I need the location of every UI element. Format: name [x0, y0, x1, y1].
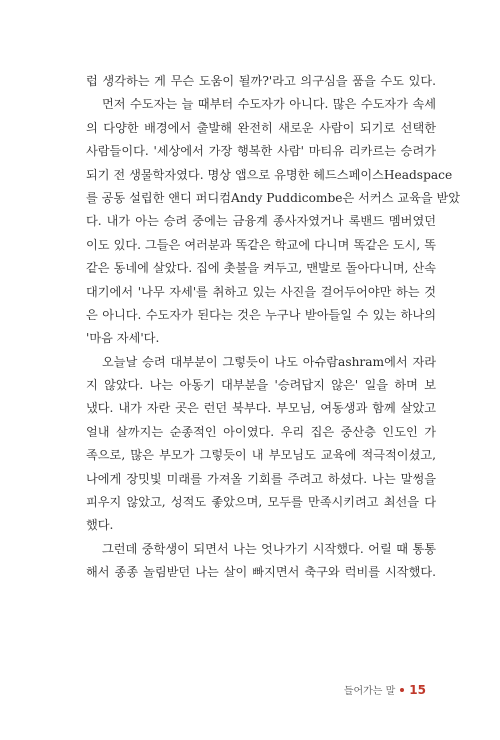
text-line: 그런데 중학생이 되면서 나는 엇나가기 시작했다. 어릴 때 통통: [102, 541, 436, 556]
text-line: 했다.: [86, 518, 114, 533]
text-line: 피우지 않았고, 성적도 좋았으며, 모두를 만족시키려고 최선을 다: [86, 495, 436, 510]
page-number: 15: [409, 682, 426, 697]
text-line: 은 아니다. 수도자가 된다는 것은 누구나 받아들일 수 있는 하나의: [86, 307, 436, 322]
body-text: [86, 70, 461, 585]
text-line: 다. 내가 아는 승려 중에는 금융계 종사자였거나 록밴드 멤버였던: [86, 214, 436, 229]
text-line: '마음 자세'다.: [86, 331, 160, 346]
text-line: 지 않았다. 나는 아동기 대부분을 '승려답지 않은' 일을 하며 보: [86, 378, 436, 393]
text-line: 같은 동네에 살았다. 집에 촛불을 켜두고, 맨발로 돌아다니며, 산속: [86, 261, 436, 276]
text-line: 냈다. 내가 자란 곳은 런던 북부다. 부모님, 여동생과 함께 살았고: [86, 401, 436, 416]
page-footer: [344, 682, 426, 697]
bullet-dot-icon: [400, 688, 404, 692]
text-line: 오늘날 승려 대부분이 그렇듯이 나도 아슈람ashram에서 자라: [102, 354, 436, 369]
text-line: 사람들이다. '세상에서 가장 행복한 사람' 마티유 리카르는 승려가: [86, 144, 436, 159]
text-line: 족으로, 많은 부모가 그렇듯이 내 부모님도 교육에 적극적이셨고,: [86, 448, 436, 463]
text-line: 되기 전 생물학자였다. 명상 앱으로 유명한 헤드스페이스Headspace: [86, 167, 453, 182]
text-line: 먼저 수도자는 늘 때부터 수도자가 아니다. 많은 수도자가 속세: [102, 97, 436, 112]
section-title: 들어가는 말: [343, 686, 396, 697]
text-line: 얼내 살까지는 순종적인 아이였다. 우리 집은 중산층 인도인 가: [86, 424, 436, 439]
text-line: 나에게 장밋빛 미래를 가져올 기회를 주려고 하셨다. 나는 말썽을: [86, 471, 436, 486]
text-line: 이도 있다. 그들은 여러분과 똑같은 학교에 다니며 똑같은 도시, 똑: [86, 237, 436, 252]
text-line: 해서 종종 놀림받던 나는 살이 빠지면서 축구와 럭비를 시작했다.: [86, 565, 436, 580]
text-line: 를 공동 설립한 앤디 퍼디컴Andy Puddicombe은 서커스 교육을 받았: [86, 190, 461, 205]
text-line: 대기에서 '나무 자세'를 취하고 있는 사진을 걸어두어야만 하는 것: [86, 284, 436, 299]
text-line: 의 다양한 배경에서 출발해 완전히 새로운 사람이 되기로 선택한: [86, 120, 436, 135]
text-line: 럽 생각하는 게 무슨 도움이 될까?'라고 의구심을 품을 수도 있다.: [86, 74, 436, 88]
